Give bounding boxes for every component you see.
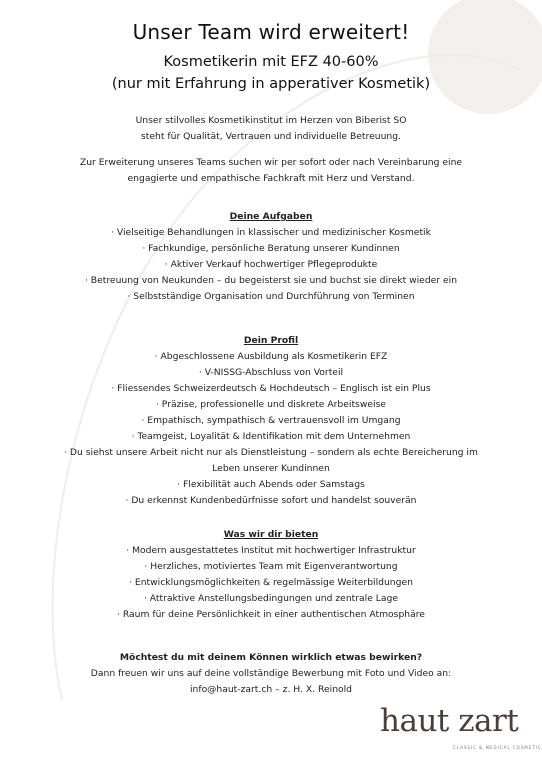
list-item: · Betreuung von Neukunden – du begeisterst sie und buchst sie direkt wieder ein bbox=[84, 275, 458, 286]
list-item: · Fliessendes Schweizerdeutsch & Hochdeutsch – Englisch ist ein Plus bbox=[111, 383, 431, 394]
intro-line: Unser stilvolles Kosmetikinstitut im Herzen von Biberist SO bbox=[135, 115, 407, 126]
profile-heading: Dein Profil bbox=[243, 335, 299, 346]
list-item: · Attraktive Anstellungsbedingungen und zentrale Lage bbox=[143, 593, 399, 604]
list-item: · Aktiver Verkauf hochwertiger Pflegeprodukte bbox=[164, 259, 378, 270]
list-item: · Flexibilität auch Abends oder Samstags bbox=[177, 479, 365, 490]
expansion-paragraph bbox=[0, 155, 542, 187]
page-title: Unser Team wird erweitert! bbox=[132, 20, 410, 44]
closing-invitation: Dann freuen wir uns auf deine vollständige Bewerbung mit Foto und Video an: bbox=[90, 668, 452, 679]
list-item: · Selbstständige Organisation und Durchführung von Terminen bbox=[127, 291, 415, 302]
tasks-section bbox=[0, 209, 542, 305]
list-item: · Modern ausgestattetes Institut mit hochwertiger Infrastruktur bbox=[126, 545, 416, 556]
logo-tagline: CLASSIC & MEDICAL COSMETIC bbox=[453, 745, 542, 750]
list-item: · Raum für deine Persönlichkeit in einer authentischen Atmosphäre bbox=[117, 609, 425, 620]
expansion-line: Zur Erweiterung unseres Teams suchen wir per sofort oder nach Vereinbarung eine bbox=[79, 157, 463, 168]
brand-logo bbox=[380, 703, 542, 763]
offer-section bbox=[0, 527, 542, 623]
list-item: · Herzliches, motiviertes Team mit Eigenverantwortung bbox=[144, 561, 398, 572]
list-item: · Entwicklungsmöglichkeiten & regelmässige Weiterbildungen bbox=[129, 577, 413, 588]
list-item: Leben unserer Kundinnen bbox=[212, 463, 330, 474]
intro-line: steht für Qualität, Vertrauen und individuelle Betreuung. bbox=[141, 131, 401, 142]
list-item: · Vielseitige Behandlungen in klassischer und medizinischer Kosmetik bbox=[111, 227, 431, 238]
profile-section bbox=[0, 333, 542, 509]
offer-heading: Was wir dir bieten bbox=[223, 529, 319, 540]
tasks-heading: Deine Aufgaben bbox=[229, 211, 313, 222]
contact-email: info@haut-zart.ch – z. H. X. Reinold bbox=[189, 684, 353, 695]
closing-section bbox=[0, 650, 542, 698]
requirement-note: (nur mit Erfahrung in apperativer Kosmetik) bbox=[111, 76, 431, 92]
list-item: · Teamgeist, Loyalität & Identifikation mit dem Unternehmen bbox=[131, 431, 411, 442]
list-item: · Du siehst unsere Arbeit nicht nur als Dienstleistung – sondern als echte Bereicherung im bbox=[64, 447, 478, 458]
list-item: · Empathisch, sympathisch & vertrauensvoll im Umgang bbox=[141, 415, 401, 426]
list-item: · V-NISSG-Abschluss von Vorteil bbox=[198, 367, 344, 378]
closing-question: Möchtest du mit deinem Können wirklich etwas bewirken? bbox=[119, 652, 423, 663]
list-item: · Abgeschlossene Ausbildung als Kosmetikerin EFZ bbox=[154, 351, 388, 362]
intro-paragraph bbox=[0, 113, 542, 145]
list-item: · Fachkundige, persönliche Beratung unserer Kundinnen bbox=[142, 243, 400, 254]
list-item: · Präzise, professionelle und diskrete Arbeitsweise bbox=[155, 399, 387, 410]
expansion-line: engagierte und empathische Fachkraft mit Herz und Verstand. bbox=[127, 173, 415, 184]
logo-wordmark: haut zart bbox=[380, 703, 519, 739]
position-title: Kosmetikerin mit EFZ 40-60% bbox=[163, 54, 379, 70]
list-item: · Du erkennst Kundenbedürfnisse sofort und handelst souverän bbox=[125, 495, 417, 506]
